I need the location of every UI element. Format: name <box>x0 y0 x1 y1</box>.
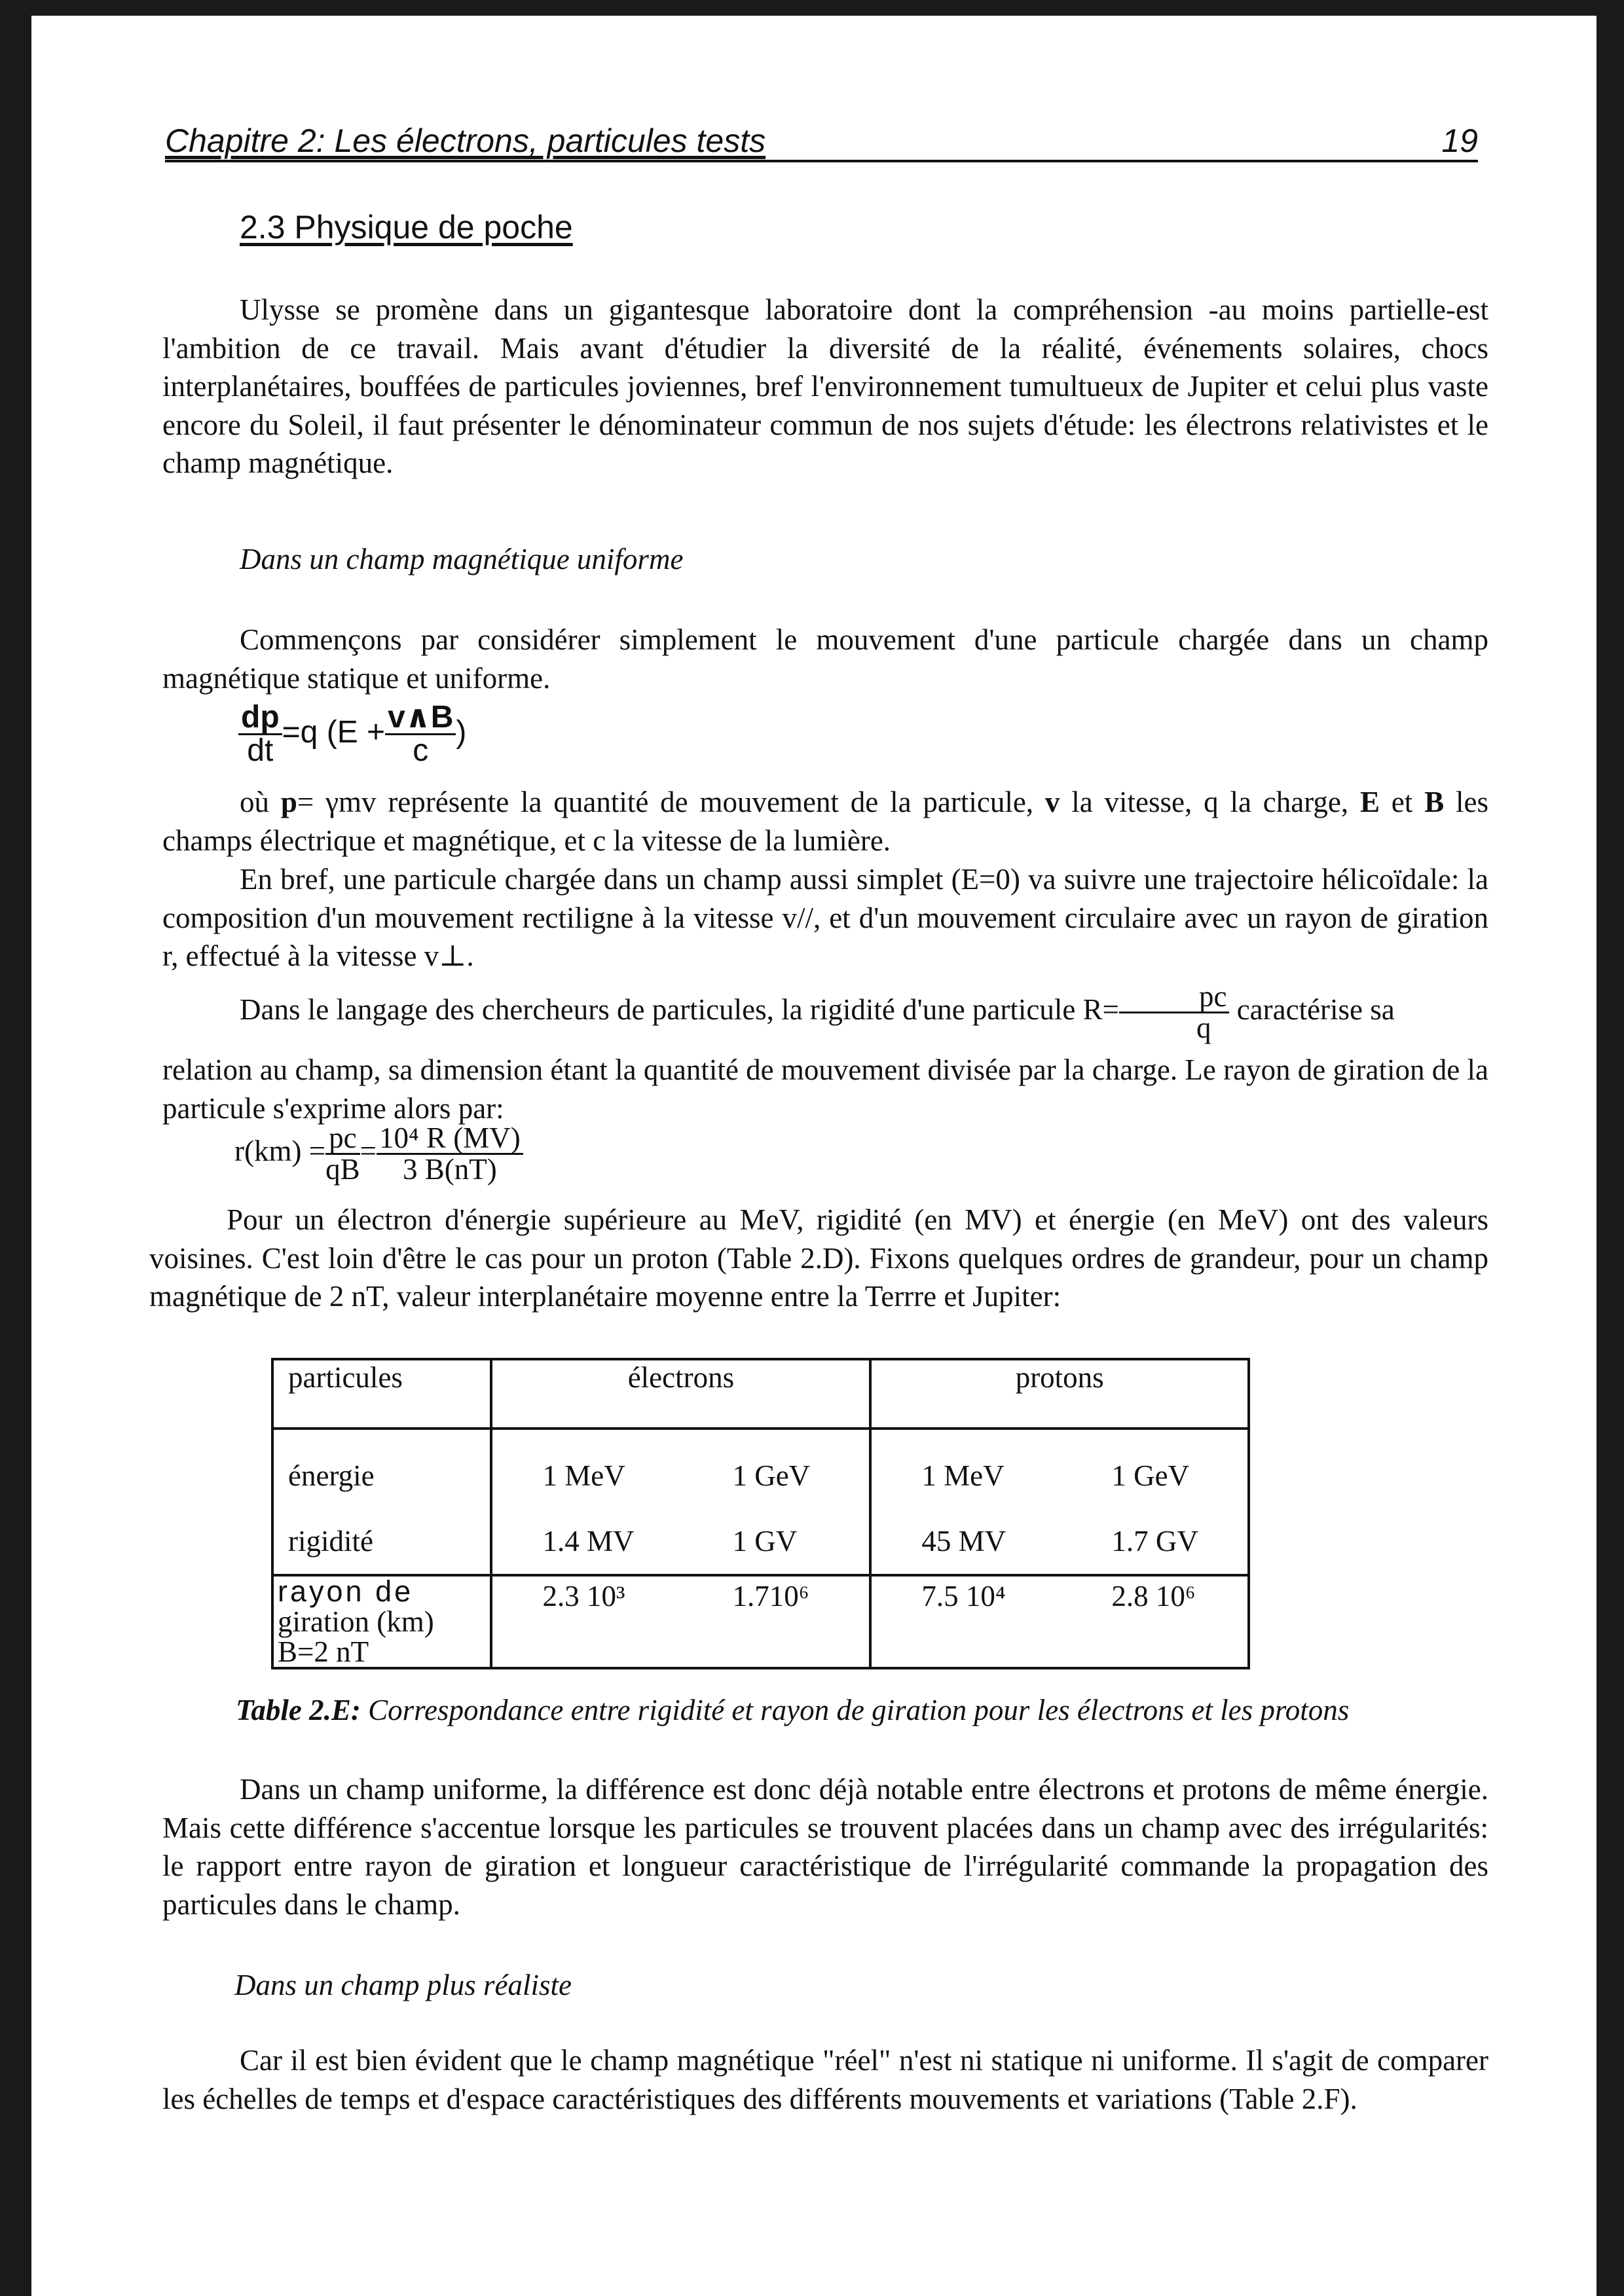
table-header-cell: particules <box>272 1359 491 1429</box>
table-cell: rayon de <box>278 1575 414 1608</box>
table-cell: 1 GeV <box>732 1459 811 1492</box>
table-cell: 1 MeV <box>542 1459 625 1492</box>
table-caption: Table 2.E: Correspondance entre rigidité et rayon de giration pour les électrons et les protons <box>236 1694 1350 1726</box>
table-cell: 1 GV <box>732 1525 798 1558</box>
table-row <box>272 1575 1249 1668</box>
table-cell: 45 MV <box>921 1525 1006 1558</box>
table-cell: rigidité <box>288 1525 373 1558</box>
rigidity-table <box>271 1358 1250 1669</box>
paragraph-rigidity-intro: Dans le langage des chercheurs de particules, la rigidité d'une particule R= $\frac{pc}{q}$ caractérise sa <box>240 980 1395 1044</box>
paragraph-helix: En bref, une particule chargée dans un champ aussi simplet (E=0) va suivre une trajectoire hélicoïdale: la composition d'un mouvement rectiligne à la vitesse v//, et d'un mouvement circulaire avec un rayon de giration r, effectué à la vitesse v⊥. <box>162 863 1488 972</box>
paragraph-rigidity: relation au champ, sa dimension étant la quantité de mouvement divisée par la charge. Le rayon de giration de la particule s'exprime alors par: <box>162 1053 1488 1125</box>
table-cell: énergie <box>288 1459 375 1492</box>
running-header <box>165 122 1478 162</box>
table-header-cell: protons <box>870 1359 1249 1429</box>
paragraph-motion: Commençons par considérer simplement le mouvement d'une particule chargée dans un champ magnétique statique et uniforme. <box>162 623 1488 695</box>
paragraph-uniform-field: Dans un champ uniforme, la différence est donc déjà notable entre électrons et protons de même énergie. Mais cette différence s'accentue lorsque les particules se trouvent placées dans un champ avec des irrégularités: le rapport entre rayon de giration et longueur caractéristique de l'irrégularité commande la propagation des particules dans le champ. <box>162 1773 1488 1921</box>
table-cell: 7.5 10⁴ <box>921 1580 1006 1613</box>
subsection-uniform: Dans un champ magnétique uniforme <box>240 543 684 575</box>
paragraph-real-field: Car il est bien évident que le champ magnétique "réel" n'est ni statique ni uniforme. Il s'agit de comparer les échelles de temps et d'espace caractéristiques des différents mouvements et variations (Table 2.F). <box>162 2044 1488 2115</box>
table-cell: B=2 nT <box>278 1635 369 1668</box>
table-row <box>272 1429 1249 1575</box>
paragraph-intro: Ulysse se promène dans un gigantesque laboratoire dont la compréhension -au moins partielle-est l'ambition de ce travail. Mais avant d'étudier la diversité de la réalité, événements solaires, chocs interplanétaires, bouffées de particules joviennes, bref l'environnement tumultueux de Jupiter et celui plus vaste encore du Soleil, il faut présenter le dénominateur commun de nos sujets d'étude: les électrons relativistes et le champ magnétique. <box>162 293 1488 479</box>
page-number: 19 <box>1441 122 1478 159</box>
table-cell: 1.710⁶ <box>732 1580 809 1613</box>
table-header-cell: électrons <box>491 1359 870 1429</box>
table-cell: 2.8 10⁶ <box>1111 1580 1196 1613</box>
table-cell: 1 GeV <box>1111 1459 1190 1492</box>
table-cell: 2.3 10³ <box>542 1580 625 1613</box>
subsection-realistic: Dans un champ plus réaliste <box>234 1969 572 2001</box>
chapter-title: Chapitre 2: Les électrons, particules tests <box>165 122 766 159</box>
table-cell: 1.7 GV <box>1111 1525 1198 1558</box>
table-header-row <box>272 1359 1249 1429</box>
equation-gyroradius: r(km) = $\frac{pc}{qB}$ = $\frac{\text{10⁴ R (MV)}}{3 B(nT)}$ <box>234 1123 523 1184</box>
paragraph-electron-energy: Pour un électron d'énergie supérieure au MeV, rigidité (en MV) et énergie (en MeV) ont des valeurs voisines. C'est loin d'être le cas pour un proton (Table 2.D). Fixons quelques ordres de grandeur, pour un champ magnétique de 2 nT, valeur interplanétaire moyenne entre la Terrre et Jupiter: <box>149 1203 1488 1313</box>
section-title: 2.3 Physique de poche <box>240 209 573 246</box>
table-cell: giration (km) <box>278 1605 434 1638</box>
equation-motion: $\frac{dp}{dt}$ =q (E + $\frac{v\wedge B}{c}$ ) <box>238 702 466 767</box>
paragraph-momentum: où p= γmv représente la quantité de mouvement de la particule, v la vitesse, q la charge, E et B les champs électrique et magnétique, et c la vitesse de la lumière. <box>162 786 1488 857</box>
table-cell: 1 MeV <box>921 1459 1005 1492</box>
table-cell: 1.4 MV <box>542 1525 635 1558</box>
